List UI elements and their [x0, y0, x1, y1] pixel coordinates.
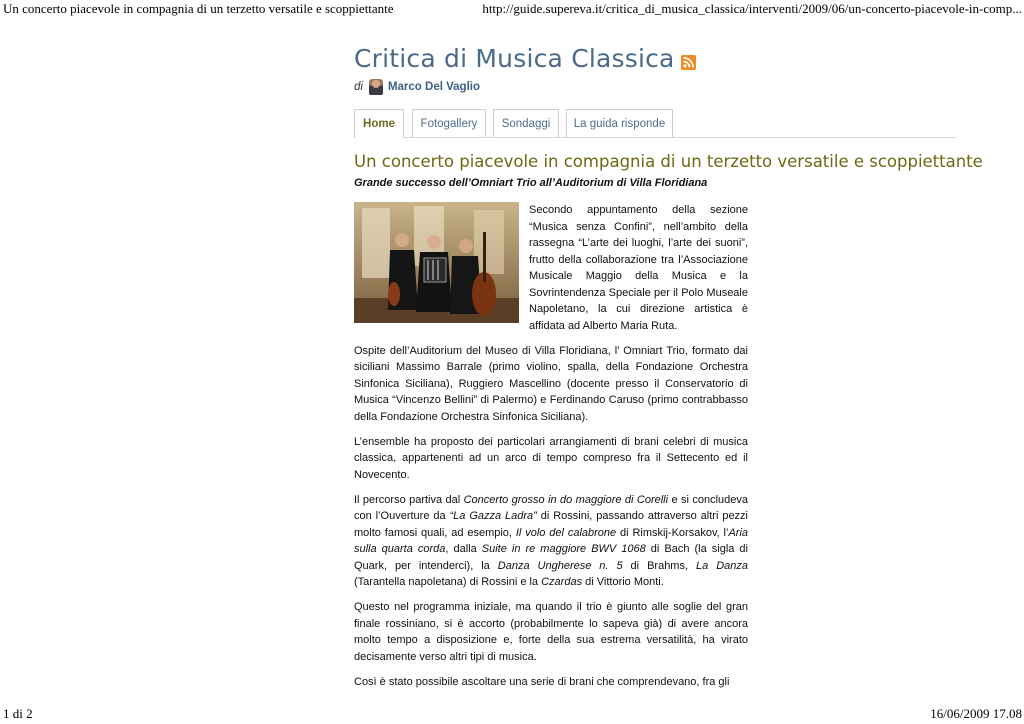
print-header-title: Un concerto piacevole in compagnia di un terzetto versatile e scoppiettante	[3, 1, 394, 16]
article-paragraph-5: Questo nel programma iniziale, ma quando il trio è giunto alle soglie del gran finale rossiniano, si è accorto (probabilmente lo sapeva già) di avere ancora molto tempo a disposizione e, forte della sua estrema versatilità, ha virato decisamente verso altri tipi di musica.	[354, 601, 748, 663]
nav-tabs	[354, 109, 956, 138]
tab-sondaggi[interactable]: Sondaggi	[493, 109, 559, 137]
article-body	[354, 202, 748, 690]
print-footer	[0, 708, 1024, 724]
post-subtitle: Grande successo dell’Omniart Trio all’Auditorium di Villa Floridiana	[354, 177, 708, 189]
print-footer-page: 1 di 2	[3, 706, 33, 721]
blog-header	[354, 40, 956, 74]
byline-prefix: di	[354, 81, 363, 93]
page-content	[354, 40, 983, 699]
article-paragraph-4: Il percorso partiva dal Concerto grosso in do maggiore di Corelli e si concludeva con l’Ouverture da “La Gazza Ladra” di Rossini, passando attraverso altri pezzi molto famosi quali, ad esempio, Il volo del calabrone di Rimskij-Korsakov, l’Aria sulla quarta corda, dalla Suite in re maggiore BWV 1068 di Bach (la sigla di Quark, per intenderci), la Danza Ungherese n. 5 di Brahms, La Danza (Tarantella napoletana) di Rossini e la Czardas di Vittorio Monti.	[354, 493, 749, 588]
post-title[interactable]: Un concerto piacevole in compagnia di un terzetto versatile e scoppiettante	[354, 152, 983, 171]
trio-photo	[354, 202, 519, 323]
trio-photo-illustration	[354, 202, 519, 323]
byline	[354, 78, 956, 96]
rss-feed-icon[interactable]	[681, 55, 696, 70]
tab-home[interactable]: Home	[354, 109, 404, 138]
print-header	[0, 0, 1024, 16]
article-paragraph-3: L’ensemble ha proposto dei particolari arrangiamenti di brani celebri di musica classica, appartenenti ad un arco di tempo compreso fra il Settecento ed il Novecento.	[354, 435, 748, 481]
tab-la-guida-risponde[interactable]: La guida risponde	[566, 109, 673, 137]
tab-fotogallery[interactable]: Fotogallery	[412, 109, 486, 137]
print-footer-datetime: 16/06/2009 17.08	[930, 706, 1022, 721]
article-paragraph-6: Così è stato possibile ascoltare una serie di brani che comprendevano, fra gli	[354, 675, 730, 688]
print-header-url: http://guide.supereva.it/critica_di_musica_classica/interventi/2009/06/un-concerto-piacevole-in-comp...	[482, 1, 1022, 16]
article-paragraph-2: Ospite dell’Auditorium del Museo di Villa Floridiana, l’ Omniart Trio, formato dai siciliani Massimo Barrale (primo violino, spalla, della Fondazione Orchestra Sinfonica Siciliana), Ruggiero Mascellino (docente presso il Conservatorio di Musica “Vincenzo Bellini” di Palermo) e Ferdinando Caruso (primo contrabbasso della Fondazione Orchestra Sinfonica Siciliana).	[354, 344, 748, 423]
article-intro: Secondo appuntamento della sezione “Musica senza Confini”, nell’ambito della rassegna “L’arte dei luoghi, l’arte dei suoni”, frutto della collaborazione tra l’Associazione Musicale Maggio della Musica e la Sovrintendenza Speciale per il Polo Museale Napoletano, la cui direzione artistica è affidata ad Alberto Maria Ruta.	[529, 204, 748, 332]
author-link[interactable]: Marco Del Vaglio	[387, 81, 480, 93]
blog-title[interactable]: Critica di Musica Classica	[354, 44, 675, 73]
author-avatar-icon	[369, 79, 383, 95]
